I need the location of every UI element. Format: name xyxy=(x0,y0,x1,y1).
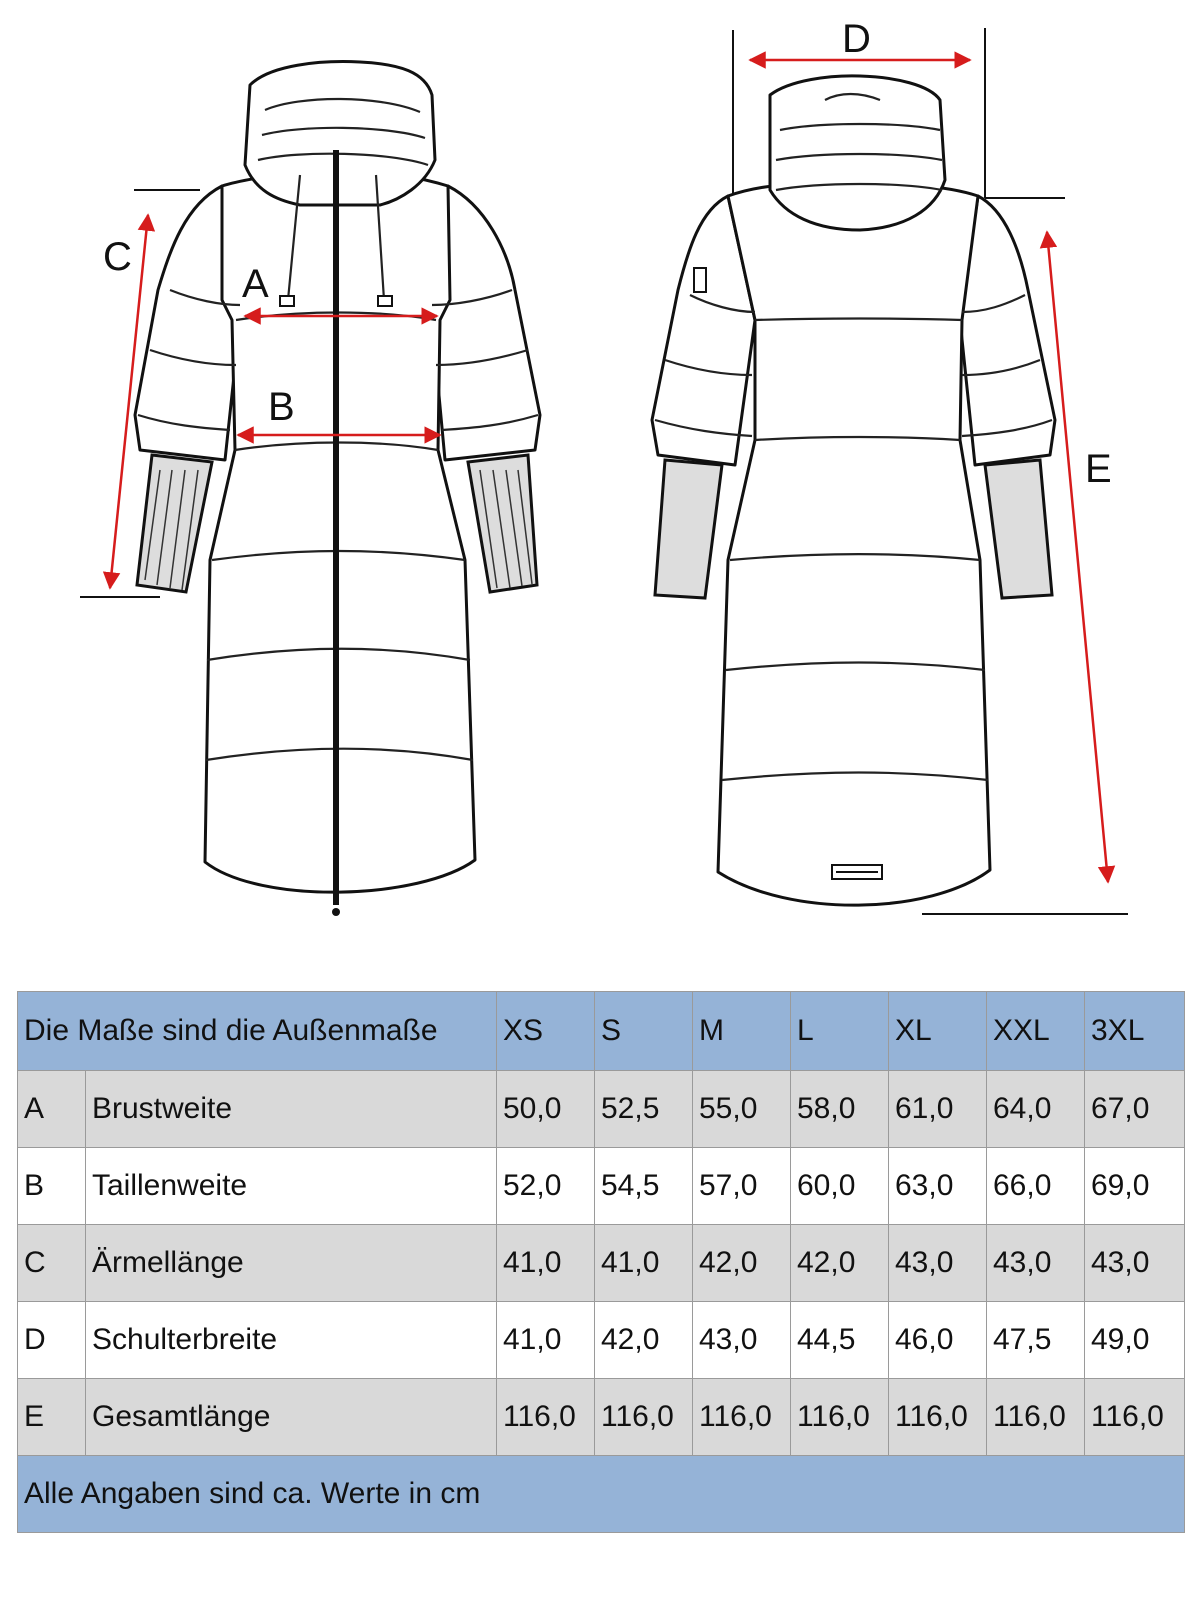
table-footer-note: Alle Angaben sind ca. Werte in cm xyxy=(18,1456,1185,1533)
front-left-knit-cuff xyxy=(137,455,212,592)
size-header-l: L xyxy=(791,992,889,1071)
dim-b-letter: B xyxy=(268,385,295,429)
table-cell: 58,0 xyxy=(791,1071,889,1148)
table-cell: 55,0 xyxy=(693,1071,791,1148)
table-row xyxy=(18,1302,1185,1379)
table-cell: 41,0 xyxy=(497,1225,595,1302)
dim-a-letter: A xyxy=(242,262,269,306)
table-cell: 116,0 xyxy=(1085,1379,1185,1456)
back-sleeve-brand-tag xyxy=(694,268,706,292)
table-cell: 60,0 xyxy=(791,1148,889,1225)
back-body xyxy=(718,185,990,905)
table-cell: 41,0 xyxy=(497,1302,595,1379)
table-cell: 63,0 xyxy=(889,1148,987,1225)
table-row xyxy=(18,1148,1185,1225)
row-label: Taillenweite xyxy=(86,1148,497,1225)
coat-back-view xyxy=(652,76,1055,905)
front-right-knit-cuff xyxy=(468,455,537,592)
size-header-xl: XL xyxy=(889,992,987,1071)
table-header-row xyxy=(18,992,1185,1071)
table-cell: 116,0 xyxy=(889,1379,987,1456)
row-label: Schulterbreite xyxy=(86,1302,497,1379)
table-cell: 69,0 xyxy=(1085,1148,1185,1225)
row-code: A xyxy=(18,1071,86,1148)
table-row xyxy=(18,1225,1185,1302)
back-left-knit-cuff xyxy=(655,460,722,598)
table-cell: 44,5 xyxy=(791,1302,889,1379)
table-cell: 47,5 xyxy=(987,1302,1085,1379)
table-row xyxy=(18,1071,1185,1148)
table-cell: 116,0 xyxy=(595,1379,693,1456)
table-cell: 49,0 xyxy=(1085,1302,1185,1379)
table-cell: 42,0 xyxy=(791,1225,889,1302)
dim-e-letter: E xyxy=(1085,447,1112,491)
table-cell: 57,0 xyxy=(693,1148,791,1225)
table-cell: 50,0 xyxy=(497,1071,595,1148)
row-label: Gesamtlänge xyxy=(86,1379,497,1456)
size-table xyxy=(17,991,1185,1533)
back-right-knit-cuff xyxy=(985,460,1052,598)
dim-e-arrow xyxy=(1047,232,1108,882)
table-cell: 116,0 xyxy=(987,1379,1085,1456)
table-footer-row xyxy=(18,1456,1185,1533)
table-cell: 42,0 xyxy=(693,1225,791,1302)
table-cell: 43,0 xyxy=(693,1302,791,1379)
table-cell: 46,0 xyxy=(889,1302,987,1379)
table-header-title: Die Maße sind die Außenmaße xyxy=(18,992,497,1071)
table-cell: 116,0 xyxy=(693,1379,791,1456)
table-cell: 116,0 xyxy=(497,1379,595,1456)
table-row xyxy=(18,1379,1185,1456)
size-header-m: M xyxy=(693,992,791,1071)
dim-c-letter: C xyxy=(103,235,132,279)
table-cell: 61,0 xyxy=(889,1071,987,1148)
table-cell: 42,0 xyxy=(595,1302,693,1379)
row-code: D xyxy=(18,1302,86,1379)
table-cell: 52,0 xyxy=(497,1148,595,1225)
table-cell: 54,5 xyxy=(595,1148,693,1225)
size-header-3xl: 3XL xyxy=(1085,992,1185,1071)
size-header-s: S xyxy=(595,992,693,1071)
table-cell: 52,5 xyxy=(595,1071,693,1148)
table-cell: 43,0 xyxy=(987,1225,1085,1302)
table-cell: 67,0 xyxy=(1085,1071,1185,1148)
table-cell: 116,0 xyxy=(791,1379,889,1456)
table-cell: 64,0 xyxy=(987,1071,1085,1148)
row-code: B xyxy=(18,1148,86,1225)
row-label: Brustweite xyxy=(86,1071,497,1148)
table-cell: 66,0 xyxy=(987,1148,1085,1225)
row-code: E xyxy=(18,1379,86,1456)
size-header-xxl: XXL xyxy=(987,992,1085,1071)
table-cell: 43,0 xyxy=(1085,1225,1185,1302)
row-label: Ärmellänge xyxy=(86,1225,497,1302)
row-code: C xyxy=(18,1225,86,1302)
dim-d-letter: D xyxy=(842,17,871,61)
table-cell: 43,0 xyxy=(889,1225,987,1302)
table-cell: 41,0 xyxy=(595,1225,693,1302)
size-header-xs: XS xyxy=(497,992,595,1071)
